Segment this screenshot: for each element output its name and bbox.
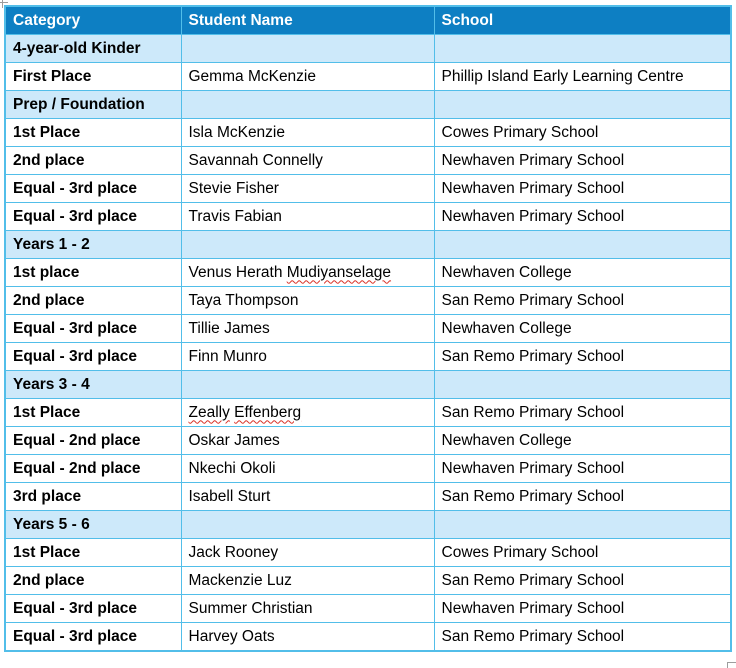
- school-cell[interactable]: Phillip Island Early Learning Centre: [434, 63, 731, 91]
- category-cell[interactable]: 1st Place: [5, 399, 181, 427]
- student-cell[interactable]: [181, 371, 434, 399]
- school-cell[interactable]: San Remo Primary School: [434, 483, 731, 511]
- category-cell[interactable]: 2nd place: [5, 147, 181, 175]
- school-cell[interactable]: San Remo Primary School: [434, 343, 731, 371]
- section-row: [5, 511, 731, 539]
- student-cell[interactable]: [181, 399, 434, 427]
- student-cell[interactable]: Jack Rooney: [181, 539, 434, 567]
- school-cell[interactable]: Newhaven Primary School: [434, 175, 731, 203]
- table-row: [5, 427, 731, 455]
- school-cell[interactable]: [434, 511, 731, 539]
- student-cell[interactable]: Isla McKenzie: [181, 119, 434, 147]
- student-cell[interactable]: [181, 511, 434, 539]
- student-cell[interactable]: [181, 35, 434, 63]
- student-cell[interactable]: Tillie James: [181, 315, 434, 343]
- table-row: [5, 315, 731, 343]
- school-cell[interactable]: San Remo Primary School: [434, 287, 731, 315]
- category-cell[interactable]: 1st place: [5, 259, 181, 287]
- school-cell[interactable]: Newhaven College: [434, 315, 731, 343]
- student-cell[interactable]: Nkechi Okoli: [181, 455, 434, 483]
- category-cell[interactable]: 1st Place: [5, 539, 181, 567]
- category-cell[interactable]: 1st Place: [5, 119, 181, 147]
- table-row: [5, 259, 731, 287]
- student-cell[interactable]: Gemma McKenzie: [181, 63, 434, 91]
- header-row: [5, 6, 731, 35]
- category-cell[interactable]: Equal - 3rd place: [5, 315, 181, 343]
- table-row: [5, 343, 731, 371]
- section-row: [5, 371, 731, 399]
- section-row: [5, 231, 731, 259]
- table-move-handle[interactable]: [0, 2, 8, 3]
- school-cell[interactable]: Newhaven Primary School: [434, 203, 731, 231]
- table-row: [5, 539, 731, 567]
- header-school[interactable]: School: [434, 6, 731, 35]
- school-cell[interactable]: [434, 35, 731, 63]
- category-cell[interactable]: Equal - 3rd place: [5, 175, 181, 203]
- category-cell[interactable]: 3rd place: [5, 483, 181, 511]
- category-cell[interactable]: Equal - 2nd place: [5, 427, 181, 455]
- category-cell[interactable]: First Place: [5, 63, 181, 91]
- table-resize-handle[interactable]: [727, 662, 728, 668]
- category-cell[interactable]: Years 5 - 6: [5, 511, 181, 539]
- student-cell[interactable]: Oskar James: [181, 427, 434, 455]
- table-row: [5, 147, 731, 175]
- student-cell[interactable]: [181, 91, 434, 119]
- student-cell[interactable]: Stevie Fisher: [181, 175, 434, 203]
- section-row: [5, 91, 731, 119]
- header-category[interactable]: Category: [5, 6, 181, 35]
- school-cell[interactable]: San Remo Primary School: [434, 623, 731, 652]
- student-cell[interactable]: Mackenzie Luz: [181, 567, 434, 595]
- table-row: [5, 567, 731, 595]
- school-cell[interactable]: Newhaven Primary School: [434, 595, 731, 623]
- student-cell[interactable]: Harvey Oats: [181, 623, 434, 652]
- table-row: [5, 623, 731, 652]
- school-cell[interactable]: Cowes Primary School: [434, 119, 731, 147]
- school-cell[interactable]: [434, 231, 731, 259]
- category-cell[interactable]: Equal - 3rd place: [5, 343, 181, 371]
- results-table: [4, 5, 732, 652]
- school-cell[interactable]: San Remo Primary School: [434, 567, 731, 595]
- category-cell[interactable]: Equal - 2nd place: [5, 455, 181, 483]
- school-cell[interactable]: Newhaven College: [434, 259, 731, 287]
- table-resize-handle[interactable]: [727, 662, 736, 663]
- table-body: [5, 35, 731, 652]
- category-cell[interactable]: Years 1 - 2: [5, 231, 181, 259]
- misspelled-word: Mudiyanselage: [286, 263, 392, 281]
- table-row: [5, 399, 731, 427]
- school-cell[interactable]: [434, 371, 731, 399]
- school-cell[interactable]: Newhaven College: [434, 427, 731, 455]
- student-cell[interactable]: [181, 231, 434, 259]
- table-row: [5, 595, 731, 623]
- student-cell[interactable]: Isabell Sturt: [181, 483, 434, 511]
- student-cell[interactable]: Travis Fabian: [181, 203, 434, 231]
- student-cell[interactable]: Taya Thompson: [181, 287, 434, 315]
- table-row: [5, 119, 731, 147]
- category-cell[interactable]: 2nd place: [5, 287, 181, 315]
- category-cell[interactable]: 2nd place: [5, 567, 181, 595]
- student-cell[interactable]: Venus Herath Mudiyanselage: [181, 259, 434, 287]
- section-row: [5, 35, 731, 63]
- school-cell[interactable]: Cowes Primary School: [434, 539, 731, 567]
- category-cell[interactable]: Equal - 3rd place: [5, 595, 181, 623]
- table-row: [5, 203, 731, 231]
- misspelled-word: Effenberg: [234, 403, 302, 421]
- school-cell[interactable]: Newhaven Primary School: [434, 147, 731, 175]
- misspelled-word: Zeally: [188, 403, 230, 421]
- category-cell[interactable]: Equal - 3rd place: [5, 623, 181, 652]
- school-cell[interactable]: San Remo Primary School: [434, 399, 731, 427]
- school-cell[interactable]: Newhaven Primary School: [434, 455, 731, 483]
- student-cell[interactable]: Finn Munro: [181, 343, 434, 371]
- school-cell[interactable]: [434, 91, 731, 119]
- category-cell[interactable]: 4-year-old Kinder: [5, 35, 181, 63]
- student-cell[interactable]: Summer Christian: [181, 595, 434, 623]
- table-row: [5, 63, 731, 91]
- table-row: [5, 175, 731, 203]
- category-cell[interactable]: Prep / Foundation: [5, 91, 181, 119]
- header-student-name[interactable]: Student Name: [181, 6, 434, 35]
- category-cell[interactable]: Equal - 3rd place: [5, 203, 181, 231]
- table-row: [5, 455, 731, 483]
- table-row: [5, 483, 731, 511]
- student-cell[interactable]: Savannah Connelly: [181, 147, 434, 175]
- category-cell[interactable]: Years 3 - 4: [5, 371, 181, 399]
- table-row: [5, 287, 731, 315]
